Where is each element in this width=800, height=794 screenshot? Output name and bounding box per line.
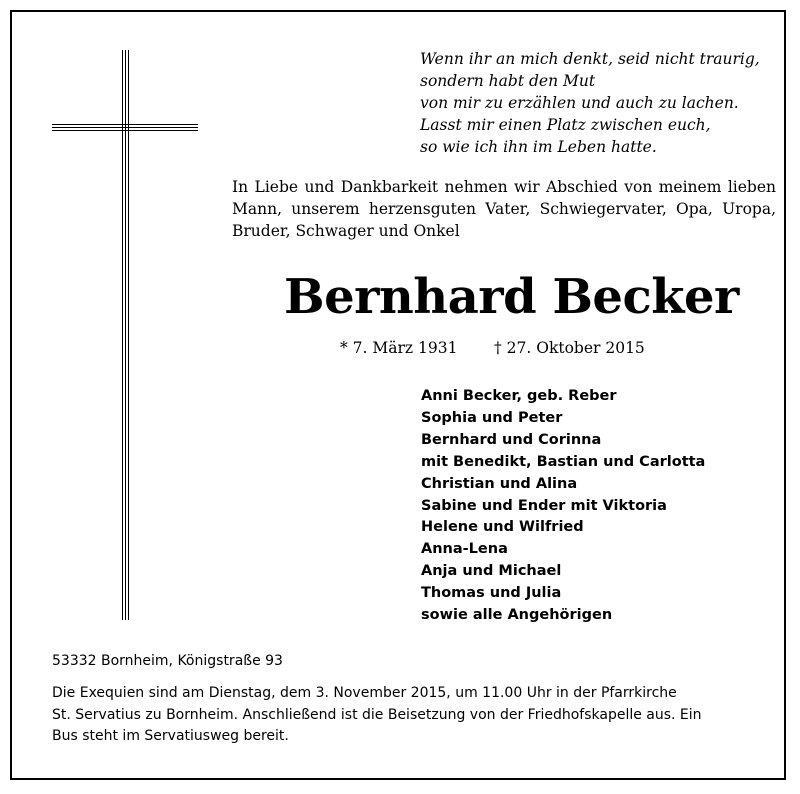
family-line: Bernhard und Corinna: [421, 431, 602, 448]
family-line: Thomas und Julia: [421, 585, 562, 602]
family-line: Sabine und Ender mit Viktoria: [421, 497, 667, 514]
poem-line: von mir zu erzählen und auch zu lachen.: [420, 94, 739, 112]
poem: [420, 48, 780, 158]
family-line: Anna-Lena: [421, 541, 508, 558]
family-line: Anja und Michael: [421, 563, 562, 580]
family-line: Sophia und Peter: [421, 409, 563, 426]
poem-line: Wenn ihr an mich denkt, seid nicht traurig,: [420, 50, 760, 68]
birth-date: * 7. März 1931: [340, 339, 458, 357]
deceased-name: Bernhard Becker: [284, 269, 739, 325]
poem-line: so wie ich ihn im Leben hatte.: [420, 138, 657, 156]
funeral-line: Bus steht im Servatiusweg bereit.: [52, 728, 289, 744]
poem-line: sondern habt den Mut: [420, 72, 596, 90]
family-line: sowie alle Angehörigen: [421, 607, 613, 624]
family-line: mit Benedikt, Bastian und Carlotta: [421, 453, 706, 470]
funeral-line: St. Servatius zu Bornheim. Anschließend ist die Beisetzung von der Friedhofskapelle aus. Ein: [52, 706, 702, 723]
intro-text: In Liebe und Dankbarkeit nehmen wir Abschied von meinem lieben Mann, unserem herzensguten Vater, Schwiegervater, Opa, Uropa, Bruder, Schwager und Onkel: [232, 178, 776, 240]
family-line: Christian und Alina: [421, 475, 578, 492]
funeral-line: Die Exequien sind am Dienstag, dem 3. November 2015, um 11.00 Uhr in der Pfarrkirche: [52, 685, 677, 701]
funeral-info: [52, 683, 776, 748]
family-line: Anni Becker, geb. Reber: [421, 388, 617, 404]
family-list: [421, 386, 781, 627]
address: 53332 Bornheim, Königstraße 93: [52, 653, 283, 669]
family-line: Helene und Wilfried: [421, 519, 584, 536]
poem-line: Lasst mir einen Platz zwischen euch,: [420, 116, 711, 134]
death-date: † 27. Oktober 2015: [494, 339, 645, 357]
cross-icon: [50, 50, 200, 620]
